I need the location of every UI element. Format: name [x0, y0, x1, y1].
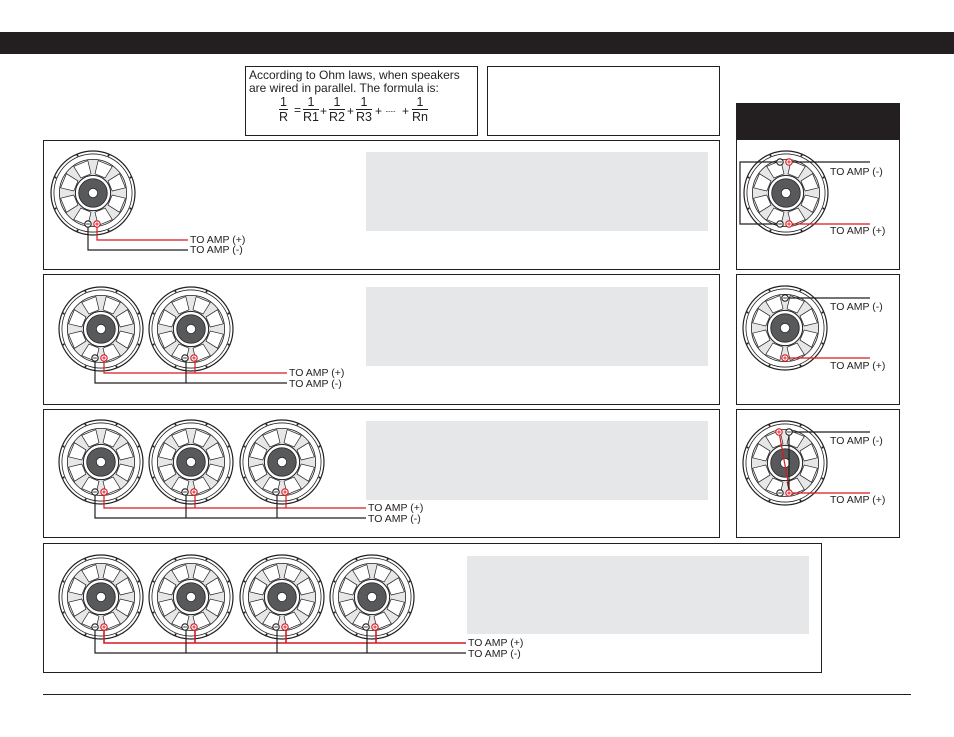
plus-sign: + [402, 104, 410, 118]
terminal-negative-icon [92, 355, 98, 361]
to-amp-negative-label: TO AMP (-) [830, 301, 883, 313]
plus-sign: + [347, 104, 355, 118]
terminal-negative-icon [92, 624, 98, 630]
terminal-positive-icon [372, 624, 378, 630]
to-amp-positive-label: TO AMP (+) [289, 367, 345, 379]
footer-rule [43, 694, 911, 695]
to-amp-negative-label: TO AMP (-) [830, 435, 883, 447]
positive-wire [104, 492, 366, 508]
terminal-negative-icon [85, 221, 91, 227]
formula-term-r1: $\frac{1}{R1}$ [303, 95, 319, 124]
terminal-positive-icon [191, 355, 197, 361]
terminal-negative-icon [182, 624, 188, 630]
formula-description: According to Ohm laws, when speakers are wired in parallel. The formula is: [249, 68, 460, 95]
to-amp-negative-label: TO AMP (-) [368, 513, 421, 525]
to-amp-positive-label: TO AMP (+) [830, 225, 886, 237]
terminal-positive-icon [782, 355, 788, 361]
to-amp-negative-label: TO AMP (-) [289, 378, 342, 390]
formula-term-r: $\frac{1}{R}$ [279, 95, 289, 124]
to-amp-negative-label: TO AMP (-) [830, 166, 883, 178]
plus-sign: + [375, 104, 383, 118]
to-amp-positive-label: TO AMP (+) [368, 502, 424, 514]
terminal-positive-icon [282, 489, 288, 495]
terminal-positive-icon [786, 159, 792, 165]
terminal-positive-icon [101, 624, 107, 630]
terminal-negative-icon [777, 221, 783, 227]
terminal-positive-icon [94, 221, 100, 227]
terminal-negative-icon [782, 295, 788, 301]
terminal-positive-icon [776, 429, 782, 435]
terminal-negative-icon [182, 489, 188, 495]
formula-term-r3: $\frac{1}{R3}$ [356, 95, 372, 124]
terminal-positive-icon [101, 489, 107, 495]
to-amp-positive-label: TO AMP (+) [190, 234, 246, 246]
terminal-negative-icon [273, 624, 279, 630]
terminal-positive-icon [191, 624, 197, 630]
terminal-positive-icon [282, 624, 288, 630]
terminal-positive-icon [191, 489, 197, 495]
to-amp-positive-label: TO AMP (+) [830, 360, 886, 372]
terminal-negative-icon [786, 429, 792, 435]
terminal-positive-icon [101, 355, 107, 361]
to-amp-negative-label: TO AMP (-) [190, 244, 243, 256]
ellipsis: ······ [385, 107, 395, 116]
terminal-positive-icon [786, 490, 792, 496]
formula-term-r2: $\frac{1}{R2}$ [329, 95, 345, 124]
terminal-negative-icon [273, 489, 279, 495]
terminal-negative-icon [363, 624, 369, 630]
terminal-negative-icon [182, 355, 188, 361]
to-amp-positive-label: TO AMP (+) [830, 494, 886, 506]
negative-wire [95, 492, 366, 518]
terminal-negative-icon [777, 490, 783, 496]
subwoofer-icon [51, 151, 135, 235]
terminal-positive-icon [786, 221, 792, 227]
terminal-negative-icon [777, 159, 783, 165]
terminal-negative-icon [92, 489, 98, 495]
to-amp-positive-label: TO AMP (+) [468, 637, 524, 649]
formula-term-rn: $\frac{1}{Rn}$ [412, 95, 428, 124]
plus-sign: + [320, 104, 328, 118]
to-amp-negative-label: TO AMP (-) [468, 648, 521, 660]
equals-sign: = [294, 103, 302, 117]
